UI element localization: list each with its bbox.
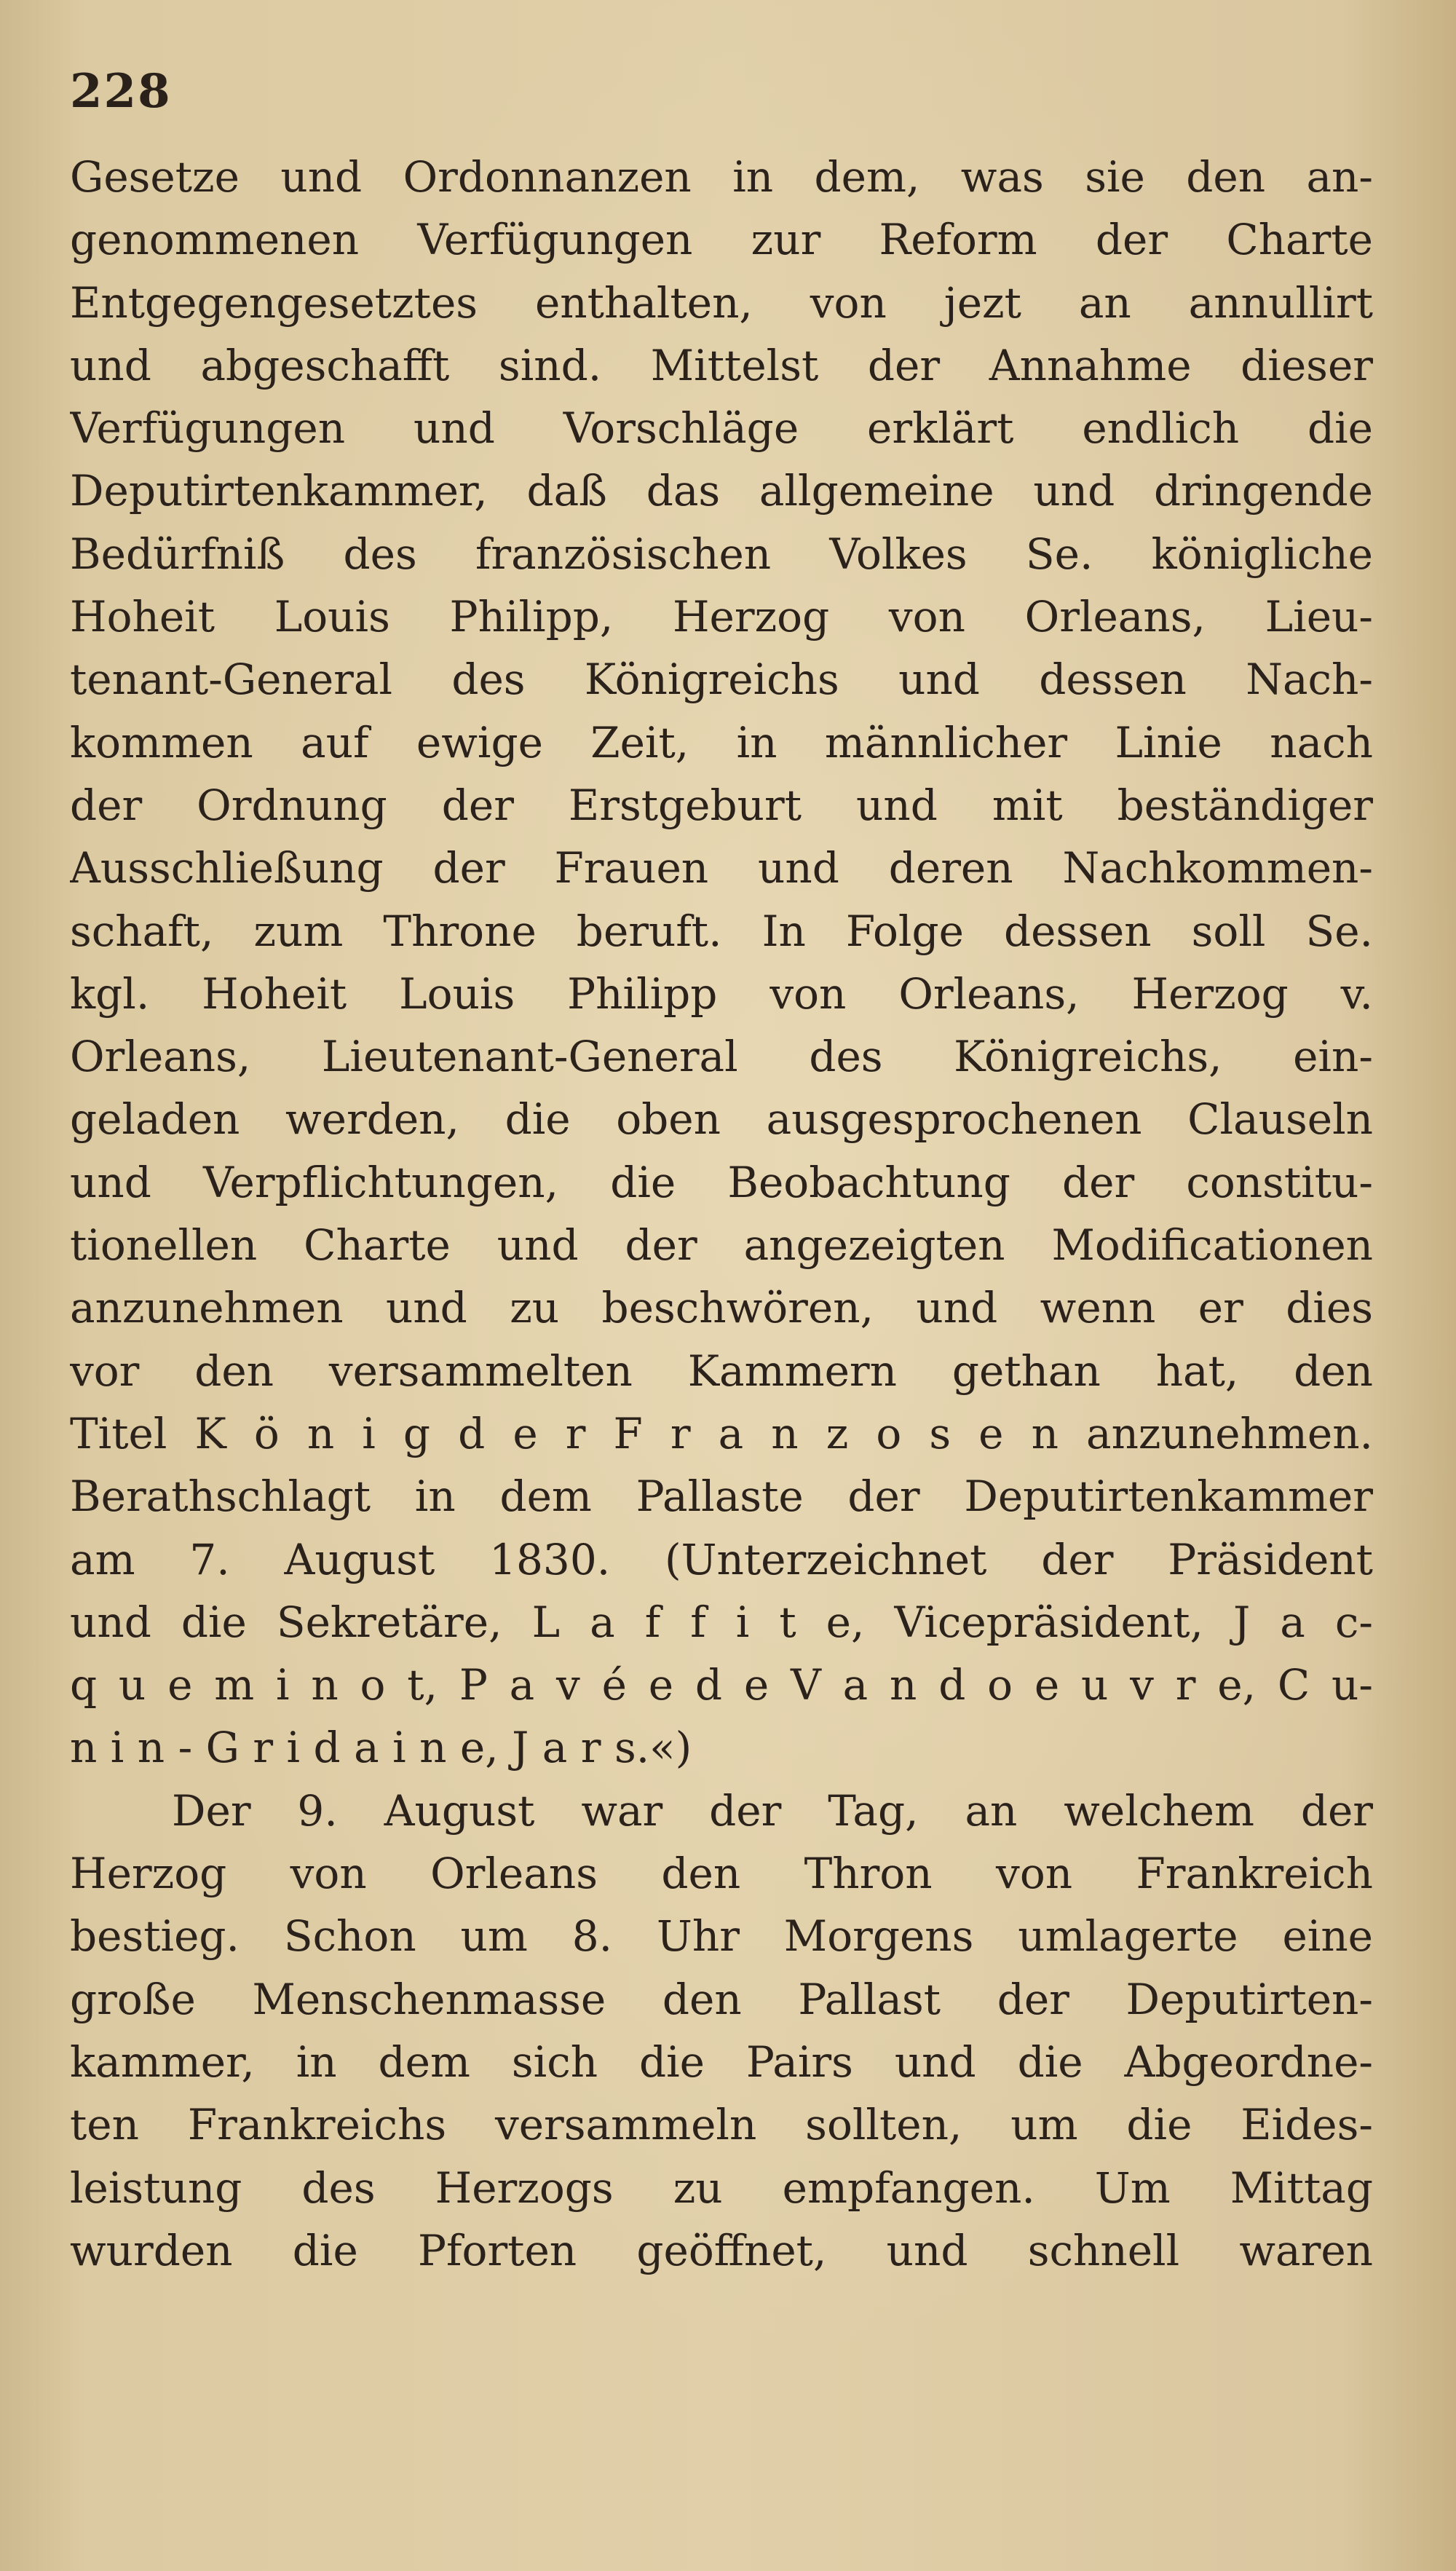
- text-line: geladen werden, die oben ausgesprochenen Clauseln: [70, 1094, 1373, 1145]
- text-line: große Menschenmasse den Pallast der Deputirten-: [70, 1974, 1373, 2024]
- text-line: genommenen Verfügungen zur Reform der Charte: [70, 215, 1373, 265]
- text-line: schaft, zum Throne beruft. In Folge dessen soll Se.: [70, 906, 1373, 956]
- text-line: Herzog von Orleans den Thron von Frankreich: [70, 1849, 1373, 1899]
- text-line: Verfügungen und Vorschläge erklärt endlich die: [70, 403, 1373, 454]
- text-line: und Verpflichtungen, die Beobachtung der constitu-: [70, 1157, 1373, 1207]
- text-line: bestieg. Schon um 8. Uhr Morgens umlagerte eine: [70, 1911, 1373, 1962]
- text-line: Gesetze und Ordonnanzen in dem, was sie den an-: [70, 152, 1373, 202]
- text-line: Der 9. August war der Tag, an welchem der: [172, 1785, 1373, 1836]
- text-line: und abgeschafft sind. Mittelst der Annahme dieser: [70, 340, 1373, 390]
- text-line: Bedürfniß des französischen Volkes Se. königliche: [70, 529, 1373, 579]
- text-line: Hoheit Louis Philipp, Herzog von Orleans, Lieu-: [70, 592, 1373, 642]
- text-line: anzunehmen und zu beschwören, und wenn er dies: [70, 1283, 1373, 1333]
- text-line: tionellen Charte und der angezeigten Modificationen: [70, 1220, 1373, 1271]
- text-line: Ausschließung der Frauen und deren Nachkommen-: [70, 843, 1373, 893]
- text-line: tenant-General des Königreichs und dessen Nach-: [70, 655, 1373, 705]
- text-line: Orleans, Lieutenant-General des Königreichs, ein-: [70, 1032, 1373, 1082]
- text-line: der Ordnung der Erstgeburt und mit beständiger: [70, 780, 1373, 830]
- text-line: wurden die Pforten geöffnet, und schnell waren: [70, 2225, 1373, 2275]
- text-line: kommen auf ewige Zeit, in männlicher Linie nach: [70, 717, 1373, 767]
- text-line: und die Sekretäre, L a f f i t e, Vicepräsident, J a c-: [70, 1597, 1373, 1647]
- text-line: ten Frankreichs versammeln sollten, um die Eides-: [70, 2100, 1373, 2150]
- text-line: q u e m i n o t, P a v é e d e V a n d o e u v r e, C u-: [70, 1660, 1373, 1710]
- text-line: kammer, in dem sich die Pairs und die Abgeordne-: [70, 2037, 1373, 2087]
- text-line: Titel K ö n i g d e r F r a n z o s e n anzunehmen.: [70, 1408, 1373, 1458]
- text-line: am 7. August 1830. (Unterzeichnet der Präsident: [70, 1534, 1373, 1584]
- text-line: n i n - G r i d a i n e, J a r s.«): [70, 1723, 692, 1773]
- text-line: Deputirtenkammer, daß das allgemeine und dringende: [70, 466, 1373, 516]
- text-line: leistung des Herzogs zu empfangen. Um Mittag: [70, 2163, 1373, 2213]
- text-line: Entgegengesetztes enthalten, von jezt an annullirt: [70, 277, 1373, 328]
- body-text: [70, 146, 1373, 2282]
- text-line: Berathschlagt in dem Pallaste der Deputirtenkammer: [70, 1472, 1373, 1522]
- text-line: vor den versammelten Kammern gethan hat, den: [70, 1346, 1373, 1396]
- text-line: kgl. Hoheit Louis Philipp von Orleans, Herzog v.: [70, 968, 1373, 1019]
- page-number: 228: [70, 64, 172, 119]
